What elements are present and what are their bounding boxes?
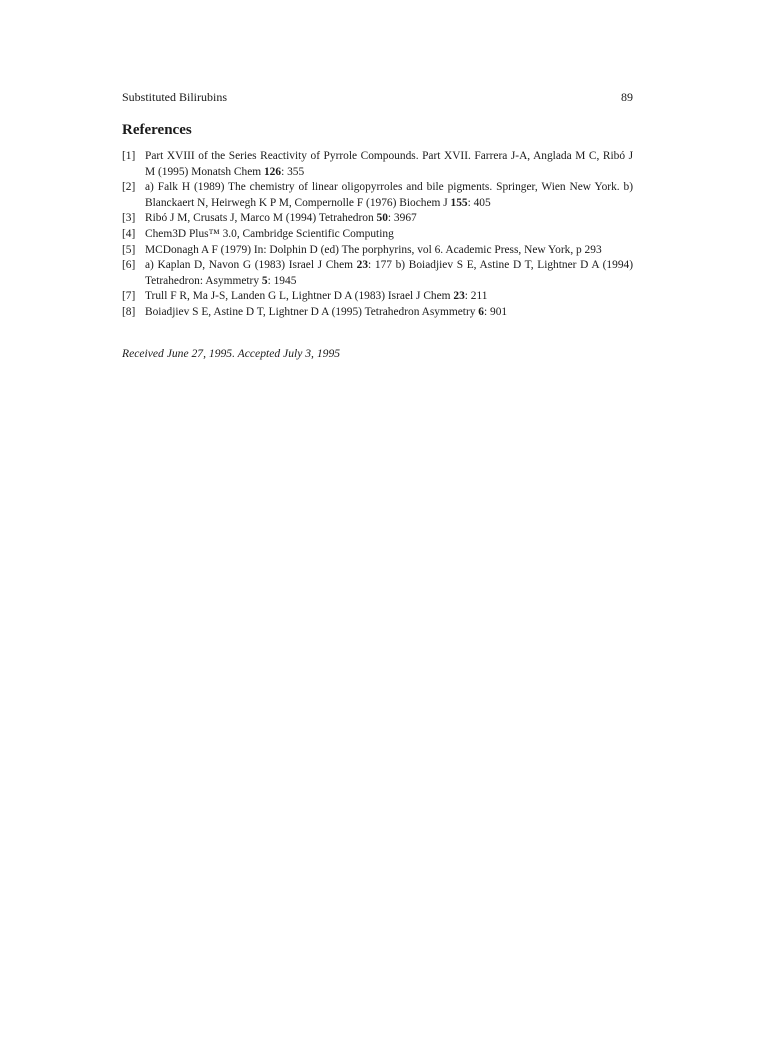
received-note: Received June 27, 1995. Accepted July 3, 1995 [122, 347, 341, 360]
volume-number: 50 [376, 212, 388, 225]
reference-text [145, 258, 633, 289]
page-number: 89 [621, 90, 633, 104]
reference-item [122, 258, 633, 289]
volume-number: 155 [450, 196, 468, 209]
reference-text-segment: Part XVIII of the Series Reactivity of Pyrrole Compounds. Part XVII. Farrera J-A, Anglada M C, Ribó J M (1995) Monatsh Chem [145, 150, 633, 178]
reference-number: [1] [122, 150, 136, 162]
reference-number: [4] [122, 227, 136, 240]
reference-text-segment: Trull F R, Ma J-S, Landen G L, Lightner D A (1983) Israel J Chem [145, 290, 454, 303]
reference-text-segment: : 3967 [387, 212, 417, 225]
reference-text-segment: Ribó J M, Crusats J, Marco M (1994) Tetrahedron [145, 212, 377, 225]
reference-text-segment: : 901 [484, 305, 508, 318]
reference-text [145, 289, 633, 305]
reference-text-segment: a) Falk H (1989) The chemistry of linear oligopyrroles and bile pigments. Springer, Wien New York. b) Blanckaert N, Heirwegh K P M, Compernolle F (1976) Biochem J [145, 181, 633, 209]
reference-text [145, 227, 633, 243]
reference-item [122, 243, 633, 259]
reference-number: [5] [122, 243, 136, 256]
reference-text-segment: : 405 [467, 196, 491, 209]
reference-item [122, 289, 633, 305]
volume-number: 23 [356, 259, 369, 272]
reference-text-segment: : 211 [464, 290, 488, 303]
reference-text [145, 243, 633, 259]
volume-number: 126 [263, 165, 282, 178]
reference-text-segment: : 177 b) Boiadjiev S E, Astine D T, Lightner D A (1994) Tetrahedron: Asymmetry [145, 259, 634, 287]
reference-item [122, 227, 633, 243]
volume-number: 6 [478, 305, 484, 318]
volume-number: 23 [453, 290, 465, 303]
references-heading: References [122, 122, 192, 138]
reference-item [122, 180, 633, 211]
reference-list [122, 149, 633, 321]
reference-item [122, 149, 633, 180]
reference-text [145, 305, 633, 321]
volume-number: 5 [261, 274, 268, 287]
reference-text-segment: a) Kaplan D, Navon G (1983) Israel J Chem [145, 259, 357, 272]
reference-text-segment: Boiadjiev S E, Astine D T, Lightner D A (1995) Tetrahedron Asymmetry [145, 305, 479, 318]
reference-text-segment: MCDonagh A F (1979) In: Dolphin D (ed) The porphyrins, vol 6. Academic Press, New York, p 293 [145, 243, 602, 256]
reference-number: [2] [122, 181, 136, 194]
reference-text [145, 211, 633, 227]
reference-text-segment: : 355 [281, 165, 305, 178]
reference-item [122, 305, 633, 321]
reference-item [122, 211, 633, 227]
reference-number: [8] [122, 305, 136, 318]
reference-number: [7] [122, 290, 136, 303]
reference-text-segment: : 1945 [267, 274, 297, 287]
running-head [122, 90, 633, 105]
reference-number: [6] [122, 259, 136, 272]
reference-text [145, 149, 633, 180]
reference-text-segment: Chem3D Plus™ 3.0, Cambridge Scientific Computing [145, 227, 394, 240]
running-title: Substituted Bilirubins [122, 90, 228, 104]
reference-number: [3] [122, 212, 136, 225]
reference-text [145, 180, 633, 211]
